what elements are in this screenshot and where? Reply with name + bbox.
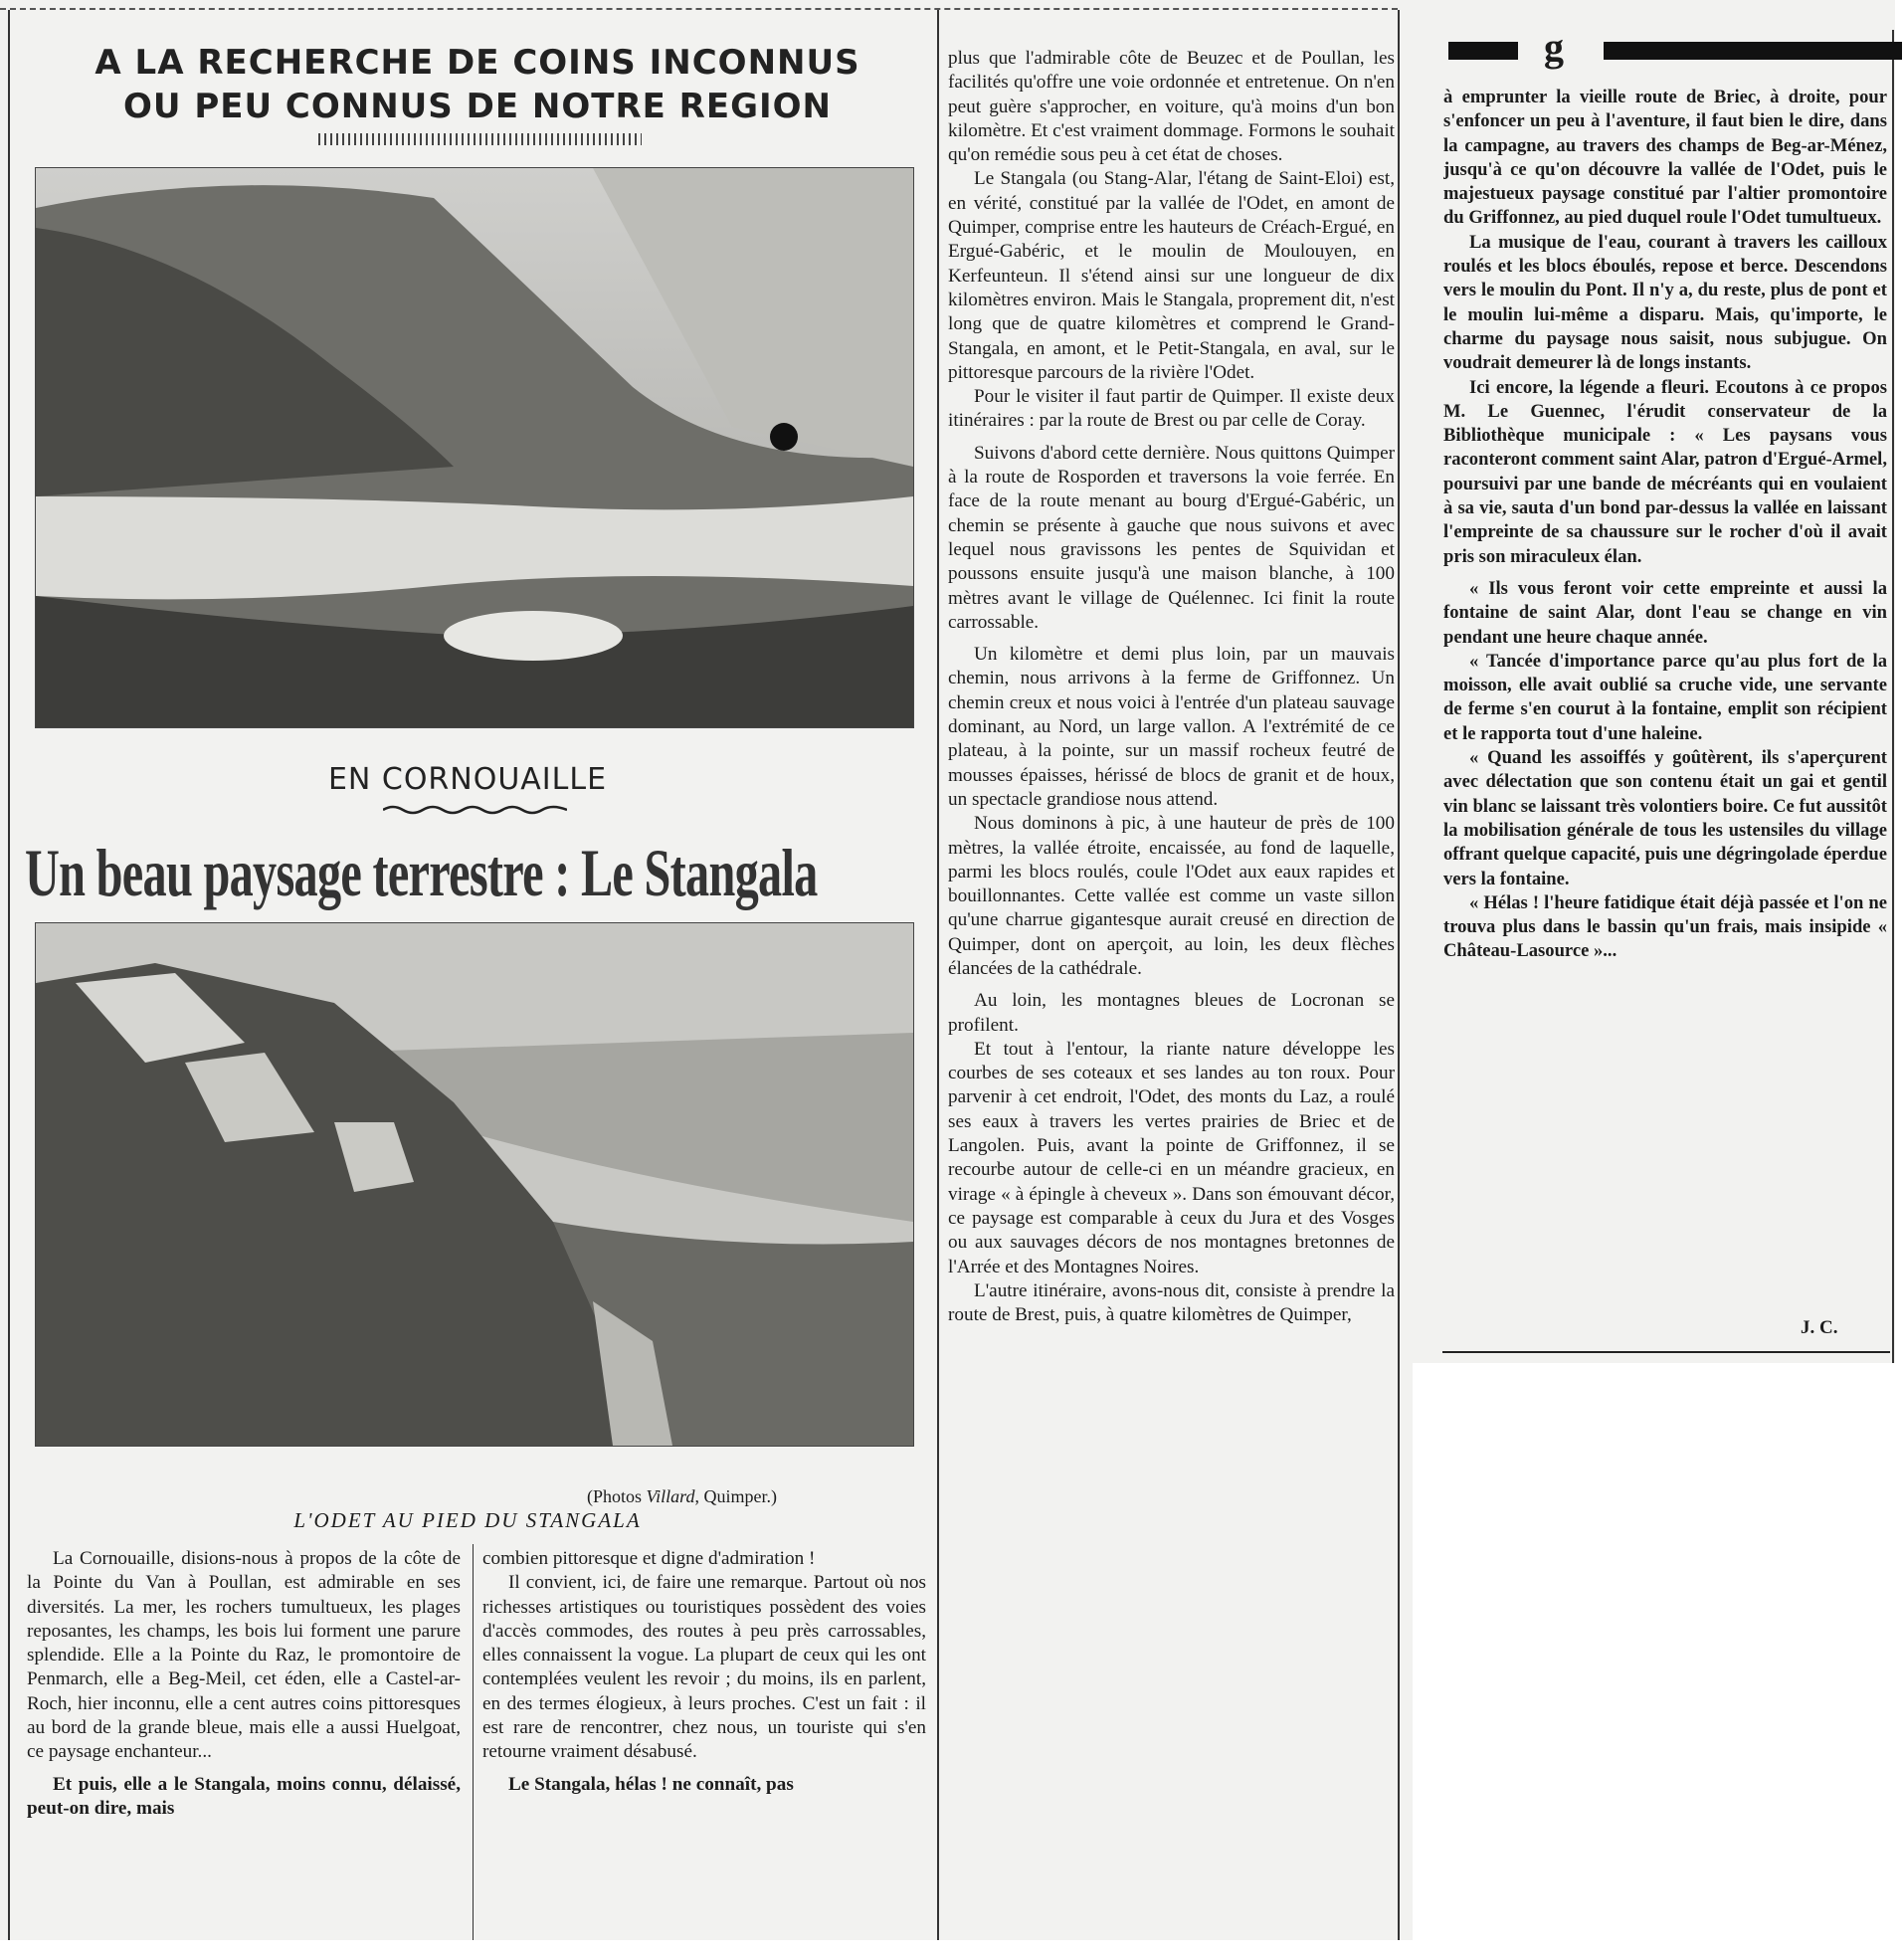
article-column-1 <box>27 1547 461 1940</box>
article-column-2 <box>482 1547 926 1940</box>
paragraph: Au loin, les montagnes bleues de Locronan se profilent. <box>948 990 1395 1036</box>
paragraph: Nous dominons à pic, à une hauteur de près de 100 mètres, la vallée étroite, encaissée, au fond de laquelle, parmi les blocs roulés, coule l'Odet aux eaux rapides et bouillonnantes. Cette vallée est comme un vaste sillon qu'une charrue gigantesque aurait creusé en direction de Quimper, dont on aperçoit, au loin, les deux flèches élancées de la cathédrale. <box>948 813 1395 979</box>
continuation-bar-right <box>1604 42 1902 60</box>
section-title-line1: A LA RECHERCHE DE COINS INCONNUS <box>95 43 860 83</box>
photo-caption: L'ODET AU PIED DU STANGALA <box>293 1508 642 1532</box>
paragraph: L'autre itinéraire, avons-nous dit, consiste à prendre la route de Brest, puis, à quatre kilomètres de Quimper, <box>948 1279 1395 1326</box>
paragraph: Suivons d'abord cette dernière. Nous quittons Quimper à la route de Rosporden et traversons la voie ferrée. En face de la route menant au bourg d'Ergué-Gabéric, un chemin se présente à gauche que nous suivons et avec lequel nous gravissons les pentes de Squividan et poussons ensuite jusqu'à une maison blanche, à 100 mètres avant le village de Quélennec. Ici finit la route carrossable. <box>948 442 1395 633</box>
paragraph: Ici encore, la légende a fleuri. Ecoutons à ce propos M. Le Guennec, l'érudit conservateur de la Bibliothèque municipale : « Les paysans vous raconteront comment saint Alar, patron d'Ergué-Armel, poursuivi par une bande de mécréants qui en voulaient à sa vie, sauta d'un bond par-dessus la vallée en laissant l'empreinte de sa chaussure sur le rocher d'où il avait pris son miraculeux élan. <box>1443 376 1887 567</box>
photo-odet-river <box>35 167 914 728</box>
paragraph: Le Stangala, hélas ! ne connaît, pas <box>508 1773 794 1795</box>
paragraph: La Cornouaille, disions-nous à propos de la côte de la Pointe du Van à Poullan, est admirable en ses diversités. La mer, les rochers tumultueux, les plages reposantes, les champs, les bois lui forment une parure splendide. Elle a la Pointe du Raz, le promontoire de Penmarch, elle a Beg-Meil, cet éden, elle a Castel-ar-Roch, hier inconnu, elle a cent autres coins pittoresques au bord de la grande bleue, mais elle a aussi Huelgoat, ce paysage enchanteur... <box>27 1548 461 1763</box>
paragraph: Et puis, elle a le Stangala, moins connu, délaissé, peut-on dire, mais <box>27 1773 461 1819</box>
paragraph: combien pittoresque et digne d'admiration ! <box>482 1548 816 1569</box>
paragraph: Il convient, ici, de faire une remarque. Partout où nos richesses artistiques ou touristiques possèdent des voies d'accès commodes, des routes à peu près carrossables, elles connaissent la vogue. La plupart de ceux qui les ont contemplées veulent les revoir ; du moins, ils en parlent, en des termes élogieux, à leurs proches. C'est un fait : il est rare de rencontrer, chez nous, un touriste qui s'en retourne vraiment désabusé. <box>482 1572 926 1763</box>
top-edge-rule <box>0 8 1398 14</box>
section-title-line2: OU PEU CONNUS DE NOTRE REGION <box>122 87 833 126</box>
photo-credit <box>587 1486 777 1507</box>
credit-suffix: , Quimper.) <box>694 1486 778 1506</box>
article-kicker: EN CORNOUAILLE <box>327 762 608 797</box>
paragraph: « Ils vous feront voir cette empreinte et aussi la fontaine de saint Alar, dont l'eau se change en vin pendant une heure chaque année. <box>1443 577 1887 648</box>
paragraph: Et tout à l'entour, la riante nature développe les courbes de ses coteaux et ses landes au ton roux. Pour parvenir à cet endroit, l'Odet, des monts du Laz, a roulé ses eaux à travers les vertes prairies de Briec et de Langolen. Puis, avant la pointe de Griffonnez, il se recourbe autour de celle-ci en un méandre gracieux, en virage « à épingle à cheveux ». Dans son émouvant décor, ce paysage est comparable à ceux du Jura et des Vosges ou aux sauvages décors de nos montagnes bretonnes de l'Arrée et des Montagnes Noires. <box>948 1038 1395 1277</box>
column-rule <box>937 10 939 1940</box>
credit-name: Villard <box>646 1486 695 1506</box>
page-margin <box>1413 1363 1904 1960</box>
kicker-ornament <box>383 804 567 816</box>
paragraph: à emprunter la vieille route de Briec, à droite, pour s'enfoncer un peu à l'aventure, il faut bien le dire, dans la campagne, au travers des champs de Beg-ar-Ménez, jusqu'à ce qu'on découvre la vallée de l'Odet, puis le majestueux paysage constitué par l'altier promontoire du Griffonnez, au pied duquel roule l'Odet tumultueux. <box>1443 87 1887 229</box>
column-rule <box>1398 10 1400 1940</box>
column-rule <box>8 10 10 1940</box>
author-signature: J. C. <box>1801 1317 1838 1338</box>
paragraph: plus que l'admirable côte de Beuzec et de Poullan, les facilités qu'offre une voie ordonnée et entretenue. On n'en peut guère s'approcher, en voiture, qu'à moins d'un bon kilomètre. Et c'est vraiment dommage. Formons le souhait qu'on remédie sous peu à cet état de choses. <box>948 48 1395 166</box>
article-headline: Un beau paysage terrestre : Le Stangala <box>25 835 818 910</box>
article-column-3 <box>948 47 1395 1940</box>
column-rule <box>1892 30 1894 1363</box>
paragraph: Pour le visiter il faut partir de Quimper. Il existe deux itinéraires : par la route de Brest ou par celle de Coray. <box>948 386 1395 432</box>
column-rule <box>473 1544 474 1940</box>
paragraph: Un kilomètre et demi plus loin, par un mauvais chemin, nous arrivons à la ferme de Griffonnez. Un chemin creux et nous voici à l'entrée d'un plateau sauvage dominant, au Nord, un large vallon. A l'extrémité de ce plateau, à la pointe, sur un massif rocheux feutré de mousses épaisses, hérissé de blocs de granit et de houx, un spectacle grandiose nous attend. <box>948 644 1395 810</box>
photo-stangala-view <box>35 922 914 1447</box>
credit-prefix: (Photos <box>587 1486 647 1506</box>
paragraph: Le Stangala (ou Stang-Alar, l'étang de Saint-Eloi) est, en vérité, constitué par la vallée de l'Odet, en amont de Quimper, comprise entre les hauteurs de Créach-Ergué, en Ergué-Gabéric, et le moulin de Moulouyen, en Kerfeunteun. Il s'étend ainsi sur une longueur de dix kilomètres environ. Mais le Stangala, proprement dit, n'est long que de quatre kilomètres et comprend le Grand-Stangala, en amont, et le Petit-Stangala, en aval, sur le pittoresque parcours de la rivière l'Odet. <box>948 168 1395 383</box>
continuation-mark: g <box>1544 25 1564 70</box>
title-ornament <box>318 133 642 145</box>
article-column-4 <box>1443 86 1887 1314</box>
paragraph: « Quand les assoiffés y goûtèrent, ils s'aperçurent avec délectation que son contenu était un gai et gentil vin blanc se laissant très volontiers boire. Ce fut aussitôt la mobilisation générale de tous les ustensiles du village offrant quelque capacité, puis une dégringolade éperdue vers la fontaine. <box>1443 747 1887 889</box>
continuation-bar-left <box>1448 42 1518 60</box>
paragraph: « Tancée d'importance parce qu'au plus fort de la moisson, elle avait oublié sa cruche vide, une servante de ferme s'en courut à la fontaine, emplit son récipient et le rapporta tout d'une haleine. <box>1443 650 1887 744</box>
paragraph: « Hélas ! l'heure fatidique était déjà passée et l'on ne trouva plus dans le bassin qu'un frais, mais insipide « Château-Lasource »... <box>1443 891 1887 962</box>
end-rule <box>1442 1351 1890 1353</box>
paragraph: La musique de l'eau, courant à travers les cailloux roulés et les blocs éboulés, repose et berce. Descendons vers le moulin du Pont. Il n'y a, du reste, plus de pont et le moulin lui-même a disparu. Mais, qu'importe, le charme du paysage nous saisit, nous subjugue. On voudrait demeurer là de longs instants. <box>1443 231 1887 374</box>
